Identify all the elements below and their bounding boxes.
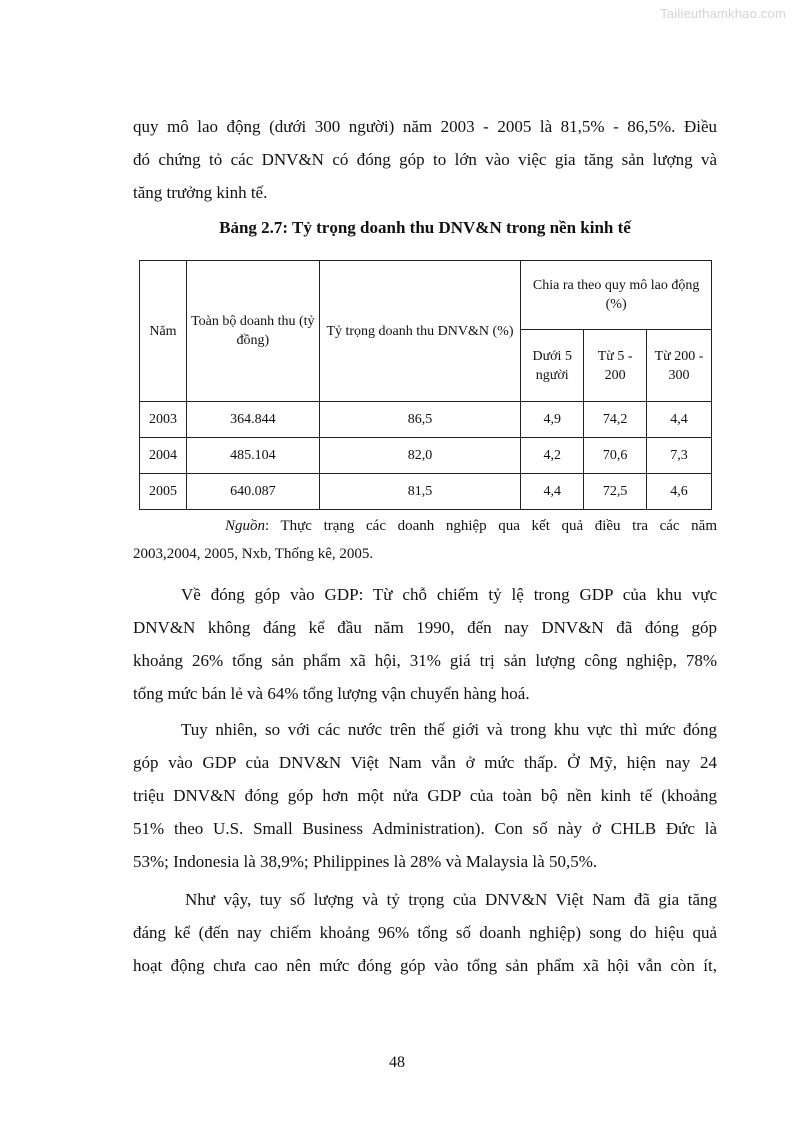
intro-paragraph [133,110,717,209]
table-row [140,402,712,438]
paragraph-international-comparison [133,713,717,878]
cell-year: 2003 [140,402,187,438]
text-line: tăng trưởng kinh tế. [133,183,268,202]
cell-5-200: 74,2 [584,402,647,438]
cell-revenue: 485.104 [186,438,319,474]
table-row [140,474,712,510]
revenue-share-table [139,260,712,510]
text-line: tổng mức bán lẻ và 64% tổng lượng vận chuyển hàng hoá. [133,684,530,703]
text-line: khoảng 26% tổng sản phẩm xã hội, 31% giá trị sản lượng công nghiệp, 78% [133,651,717,670]
table-caption: Bảng 2.7: Tỷ trọng doanh thu DNV&N trong nền kinh tế [219,218,631,237]
paragraph-gdp-contribution [133,578,717,710]
text-line: triệu DNV&N đóng góp hơn một nửa GDP của toàn bộ nền kinh tế (khoảng [133,786,717,805]
cell-5-200: 72,5 [584,474,647,510]
cell-share: 86,5 [319,402,521,438]
text-line: quy mô lao động (dưới 300 người) năm 2003 - 2005 là 81,5% - 86,5%. Điều [133,117,717,136]
text-line: DNV&N không đáng kể đầu năm 1990, đến nay DNV&N đã đóng góp [133,618,717,637]
text-line: hoạt động chưa cao nên mức đóng góp vào tổng sản phẩm xã hội vẫn còn ít, [133,956,717,975]
text-line: Về đóng góp vào GDP: Từ chỗ chiếm tỷ lệ trong GDP của khu vực [181,585,717,604]
text-line: Như vậy, tuy số lượng và tỷ trọng của DNV&N Việt Nam đã gia tăng [185,890,717,909]
cell-revenue: 640.087 [186,474,319,510]
source-label: Nguồn [225,518,266,534]
cell-year: 2005 [140,474,187,510]
cell-share: 81,5 [319,474,521,510]
cell-under5: 4,2 [521,438,584,474]
cell-200-300: 4,4 [647,402,712,438]
table-source [133,512,717,568]
page-number: 48 [389,1054,405,1071]
header-breakdown: Chia ra theo quy mô lao động (%) [521,261,712,330]
cell-revenue: 364.844 [186,402,319,438]
source-line [133,512,717,540]
header-year: Năm [140,261,187,402]
text-line: đó chứng tỏ các DNV&N có đóng góp to lớn vào việc gia tăng sản lượng và [133,150,717,169]
header-sub-5-200: Từ 5 - 200 [584,330,647,402]
cell-year: 2004 [140,438,187,474]
header-share: Tỷ trọng doanh thu DNV&N (%) [319,261,521,402]
header-sub-200-300: Từ 200 - 300 [647,330,712,402]
watermark: Tailieuthamkhao.com [660,6,786,21]
text-line: Tuy nhiên, so với các nước trên thế giới và trong khu vực thì mức đóng [181,720,717,739]
source-line: 2003,2004, 2005, Nxb, Thống kê, 2005. [133,546,374,562]
cell-share: 82,0 [319,438,521,474]
text-line: góp vào GDP của DNV&N Việt Nam vẫn ở mức thấp. Ở Mỹ, hiện nay 24 [133,753,717,772]
text-line: đáng kể (đến nay chiếm khoảng 96% tổng số doanh nghiệp) song do hiệu quả [133,923,717,942]
text-line: 53%; Indonesia là 38,9%; Philippines là 28% và Malaysia là 50,5%. [133,852,598,871]
cell-5-200: 70,6 [584,438,647,474]
paragraph-conclusion [133,883,717,982]
header-revenue: Toàn bộ doanh thu (tỷ đồng) [186,261,319,402]
cell-under5: 4,9 [521,402,584,438]
table-row [140,438,712,474]
table-caption-block [133,218,717,238]
header-sub-under5: Dưới 5 người [521,330,584,402]
cell-200-300: 7,3 [647,438,712,474]
text-line: 51% theo U.S. Small Business Administration). Con số này ở CHLB Đức là [133,819,717,838]
cell-under5: 4,4 [521,474,584,510]
cell-200-300: 4,6 [647,474,712,510]
source-text: : Thực trạng các doanh nghiệp qua kết quả điều tra các năm [265,518,717,534]
